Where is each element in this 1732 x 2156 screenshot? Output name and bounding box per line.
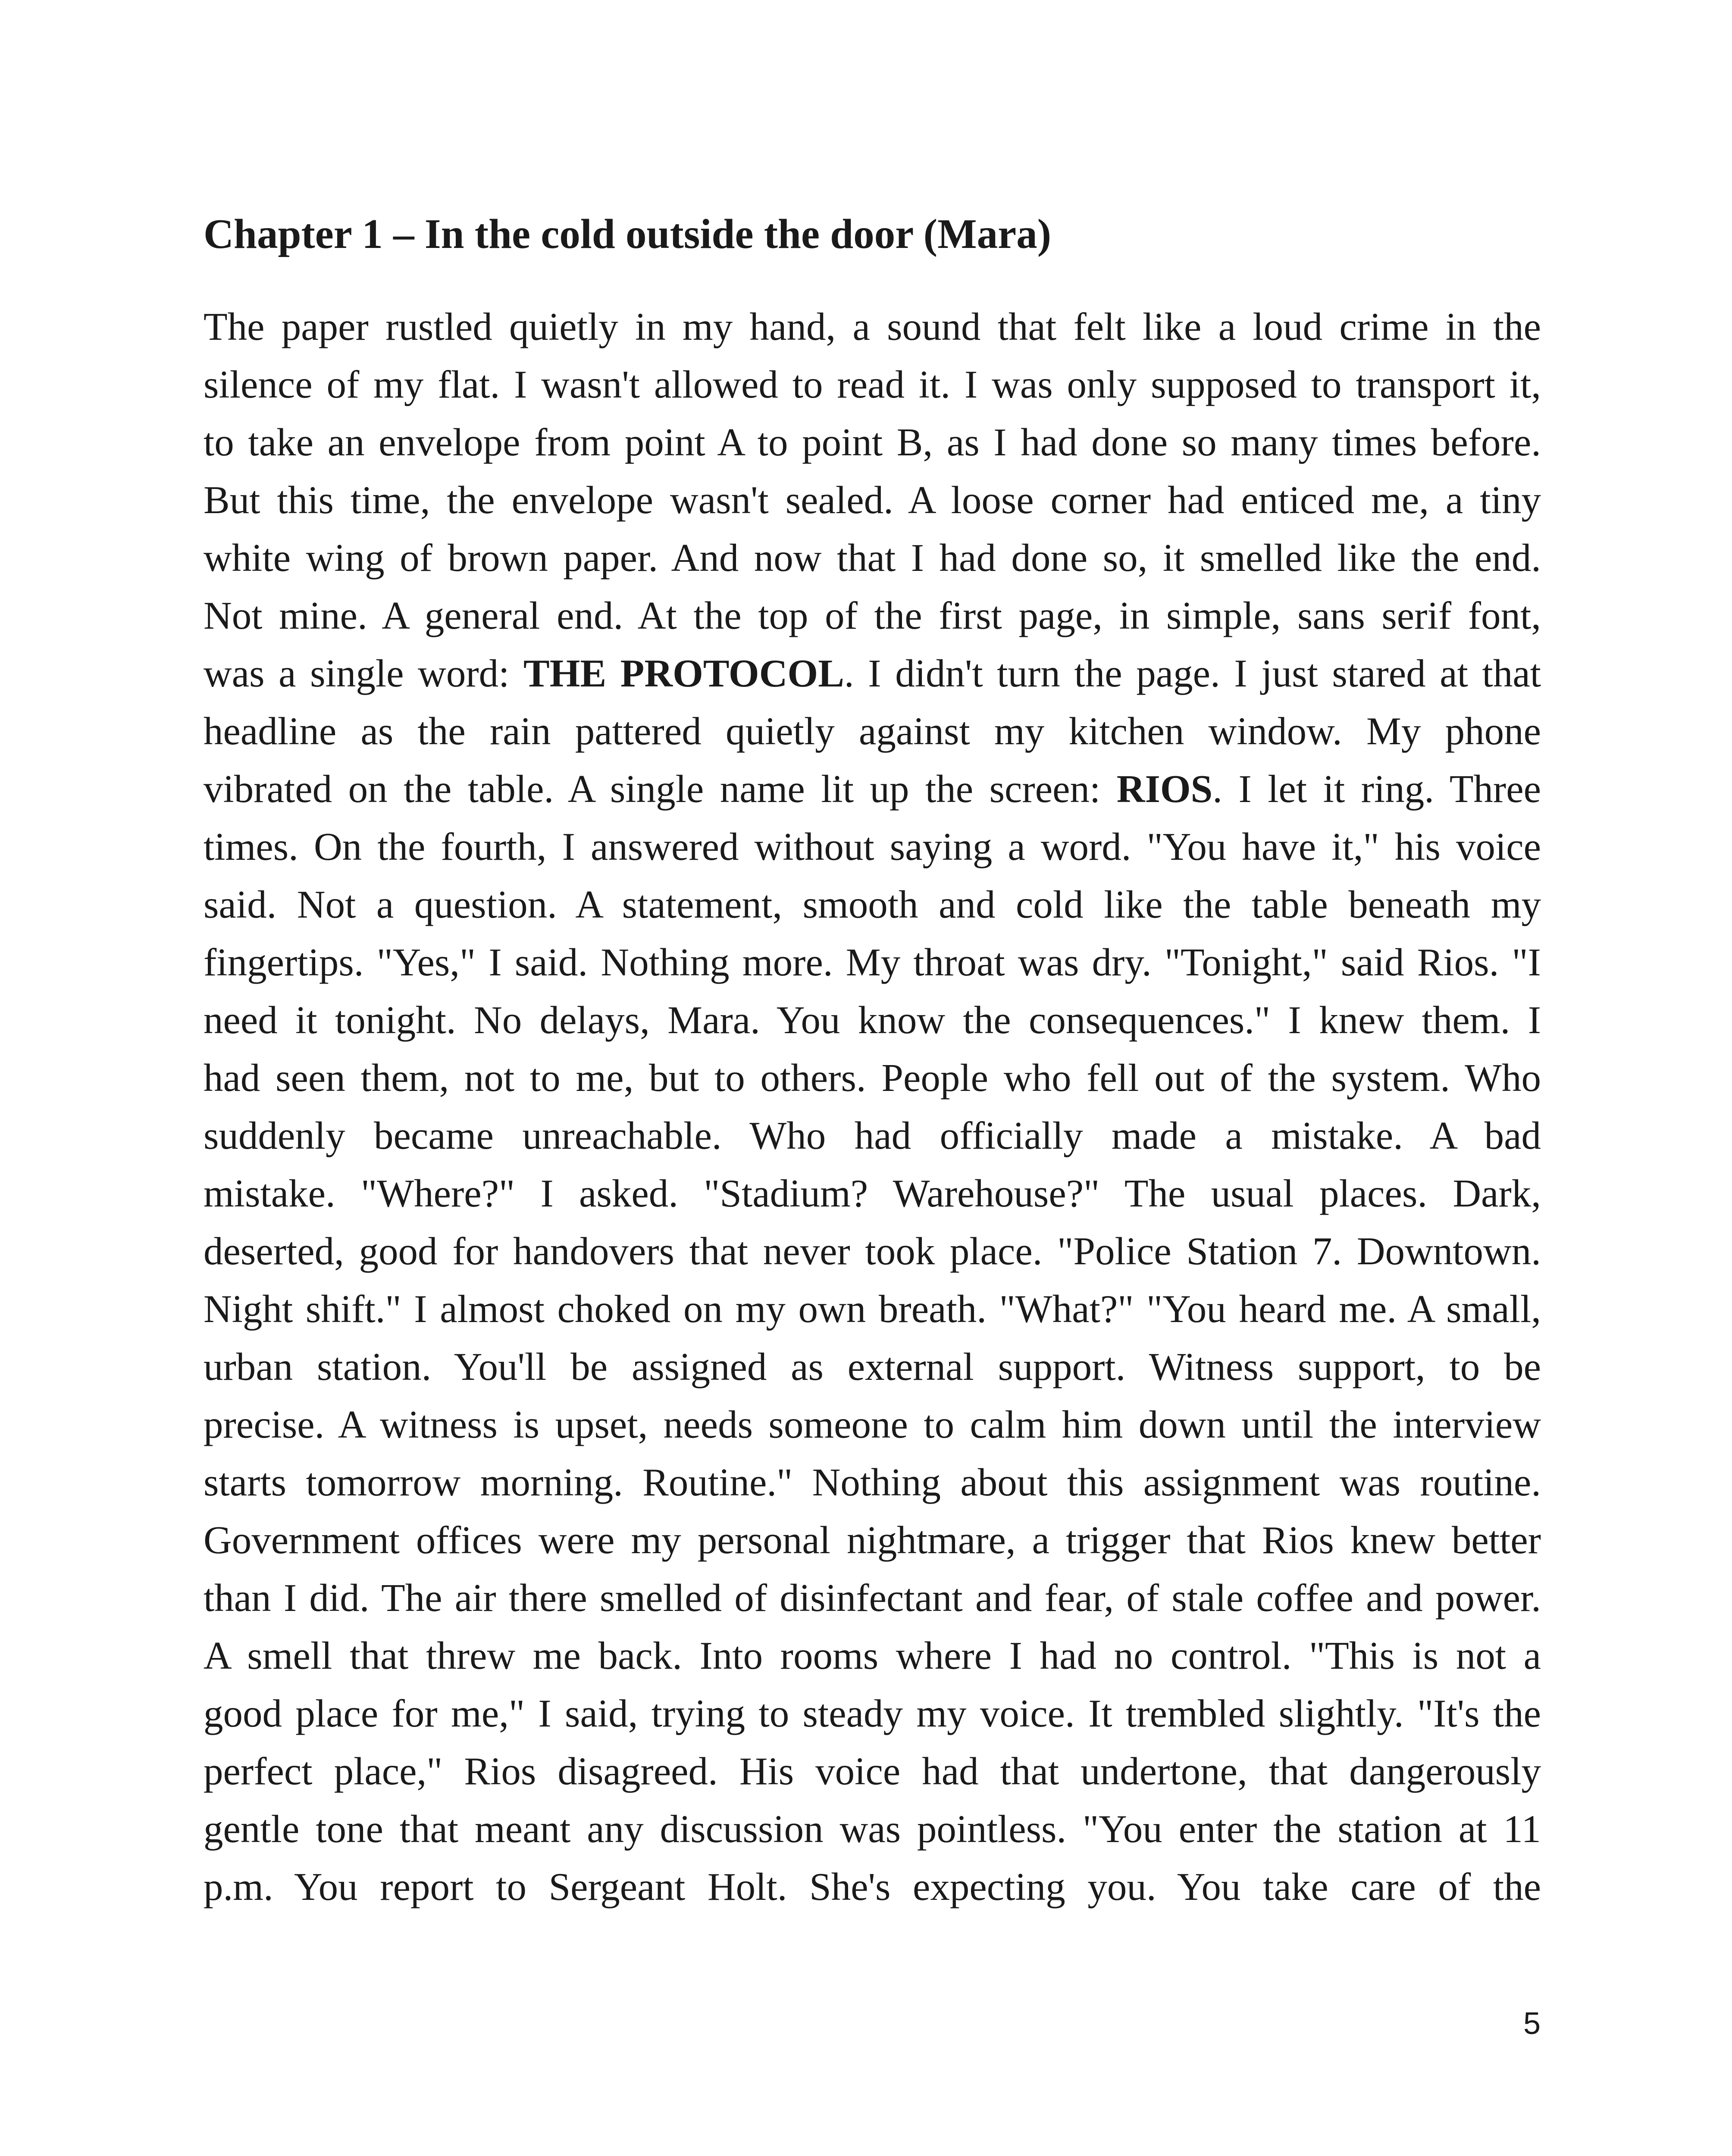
bold-protocol: THE PROTOCOL xyxy=(523,652,844,695)
body-line: gentle tone that meant any discussion was pointless. "You enter the station at 11 xyxy=(204,1807,1541,1851)
body-line: But this time, the envelope wasn't sealed. A loose corner had enticed me, a tiny xyxy=(204,478,1541,522)
line-text: . I didn't turn the page. I just stared at that xyxy=(844,652,1541,695)
body-line: urban station. You'll be assigned as external support. Witness support, to be xyxy=(204,1345,1541,1388)
body-line: A smell that threw me back. Into rooms where I had no control. "This is not a xyxy=(204,1634,1541,1677)
body-line: precise. A witness is upset, needs someone to calm him down until the interview xyxy=(204,1403,1541,1446)
bold-rios: RIOS xyxy=(1116,767,1213,811)
body-line: fingertips. "Yes," I said. Nothing more. My throat was dry. "Tonight," said Rios. "I xyxy=(204,940,1541,984)
body-line: suddenly became unreachable. Who had officially made a mistake. A bad xyxy=(204,1114,1541,1157)
body-line: Not mine. A general end. At the top of the first page, in simple, sans serif font, xyxy=(204,594,1541,637)
body-line: need it tonight. No delays, Mara. You know the consequences." I knew them. I xyxy=(204,998,1541,1042)
body-line: mistake. "Where?" I asked. "Stadium? Warehouse?" The usual places. Dark, xyxy=(204,1172,1541,1215)
body-line: white wing of brown paper. And now that I had done so, it smelled like the end. xyxy=(204,536,1541,580)
body-line: Government offices were my personal nightmare, a trigger that Rios knew better xyxy=(204,1518,1541,1562)
body-line: The paper rustled quietly in my hand, a sound that felt like a loud crime in the xyxy=(204,305,1541,348)
body-line: Night shift." I almost choked on my own breath. "What?" "You heard me. A small, xyxy=(204,1287,1541,1331)
body-line: perfect place," Rios disagreed. His voice had that undertone, that dangerously xyxy=(204,1749,1541,1793)
body-line: said. Not a question. A statement, smooth and cold like the table beneath my xyxy=(204,883,1541,926)
line-text: vibrated on the table. A single name lit up the screen: xyxy=(204,767,1117,811)
body-line: good place for me," I said, trying to steady my voice. It trembled slightly. "It's the xyxy=(204,1692,1541,1735)
body-line: had seen them, not to me, but to others. People who fell out of the system. Who xyxy=(204,1056,1541,1100)
body-line: starts tomorrow morning. Routine." Nothing about this assignment was routine. xyxy=(204,1460,1541,1504)
body-line: headline as the rain pattered quietly against my kitchen window. My phone xyxy=(204,709,1541,753)
chapter-title: Chapter 1 – In the cold outside the door (Mara) xyxy=(204,211,1052,257)
body-line: silence of my flat. I wasn't allowed to read it. I was only supposed to transport it, xyxy=(204,363,1541,406)
body-line-protocol xyxy=(204,647,1541,700)
body-line: than I did. The air there smelled of disinfectant and fear, of stale coffee and power. xyxy=(204,1576,1541,1620)
page-number: 5 xyxy=(1523,2006,1541,2041)
line-text: . I let it ring. Three xyxy=(1212,767,1541,811)
line-text: was a single word: xyxy=(204,652,524,695)
body-line: deserted, good for handovers that never took place. "Police Station 7. Downtown. xyxy=(204,1229,1541,1273)
body-line: times. On the fourth, I answered without saying a word. "You have it," his voice xyxy=(204,825,1541,868)
body-line-rios xyxy=(204,762,1541,816)
body-line: p.m. You report to Sergeant Holt. She's expecting you. You take care of the xyxy=(204,1865,1541,1908)
body-line: to take an envelope from point A to point B, as I had done so many times before. xyxy=(204,420,1541,464)
